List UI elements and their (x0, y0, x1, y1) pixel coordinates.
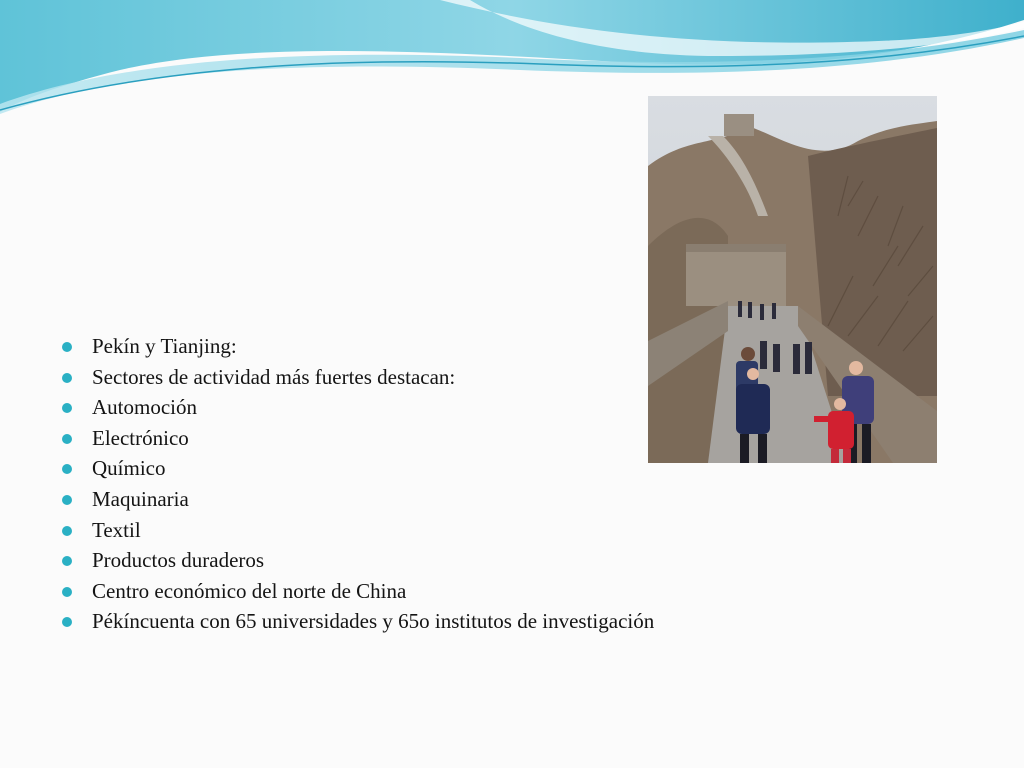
bullet-dot-icon (62, 464, 72, 474)
bullet-dot-icon (62, 587, 72, 597)
bullet-item (62, 548, 702, 573)
bullet-text: Productos duraderos (92, 548, 265, 573)
bullet-list (62, 334, 702, 640)
bullet-text: Electrónico (92, 425, 189, 450)
bullet-item (62, 518, 702, 543)
bullet-text: Automoción (92, 395, 197, 420)
bullet-text: Maquinaria (92, 486, 189, 511)
bullet-item (62, 334, 702, 359)
bullet-dot-icon (62, 403, 72, 413)
bullet-item (62, 426, 702, 451)
bullet-text: Químico (92, 456, 166, 481)
bullet-dot-icon (62, 617, 72, 627)
bullet-item (62, 395, 702, 420)
bullet-item (62, 579, 702, 604)
bullet-dot-icon (62, 434, 72, 444)
bullet-item (62, 365, 702, 390)
bullet-dot-icon (62, 373, 72, 383)
bullet-dot-icon (62, 556, 72, 566)
bullet-item (62, 456, 702, 481)
bullet-text: Sectores de actividad más fuertes destacan: (92, 364, 456, 389)
bullet-dot-icon (62, 526, 72, 536)
bullet-dot-icon (62, 495, 72, 505)
bullet-text: Textil (92, 517, 141, 542)
bullet-item (62, 487, 702, 512)
bullet-text: Pekín y Tianjing: (92, 334, 237, 358)
bullet-dot-icon (62, 342, 72, 352)
bullet-text: Pékíncuenta con 65 universidades y 65o institutos de investigación (92, 609, 655, 634)
bullet-text: Centro económico del norte de China (92, 578, 407, 603)
bullet-item (62, 609, 702, 634)
